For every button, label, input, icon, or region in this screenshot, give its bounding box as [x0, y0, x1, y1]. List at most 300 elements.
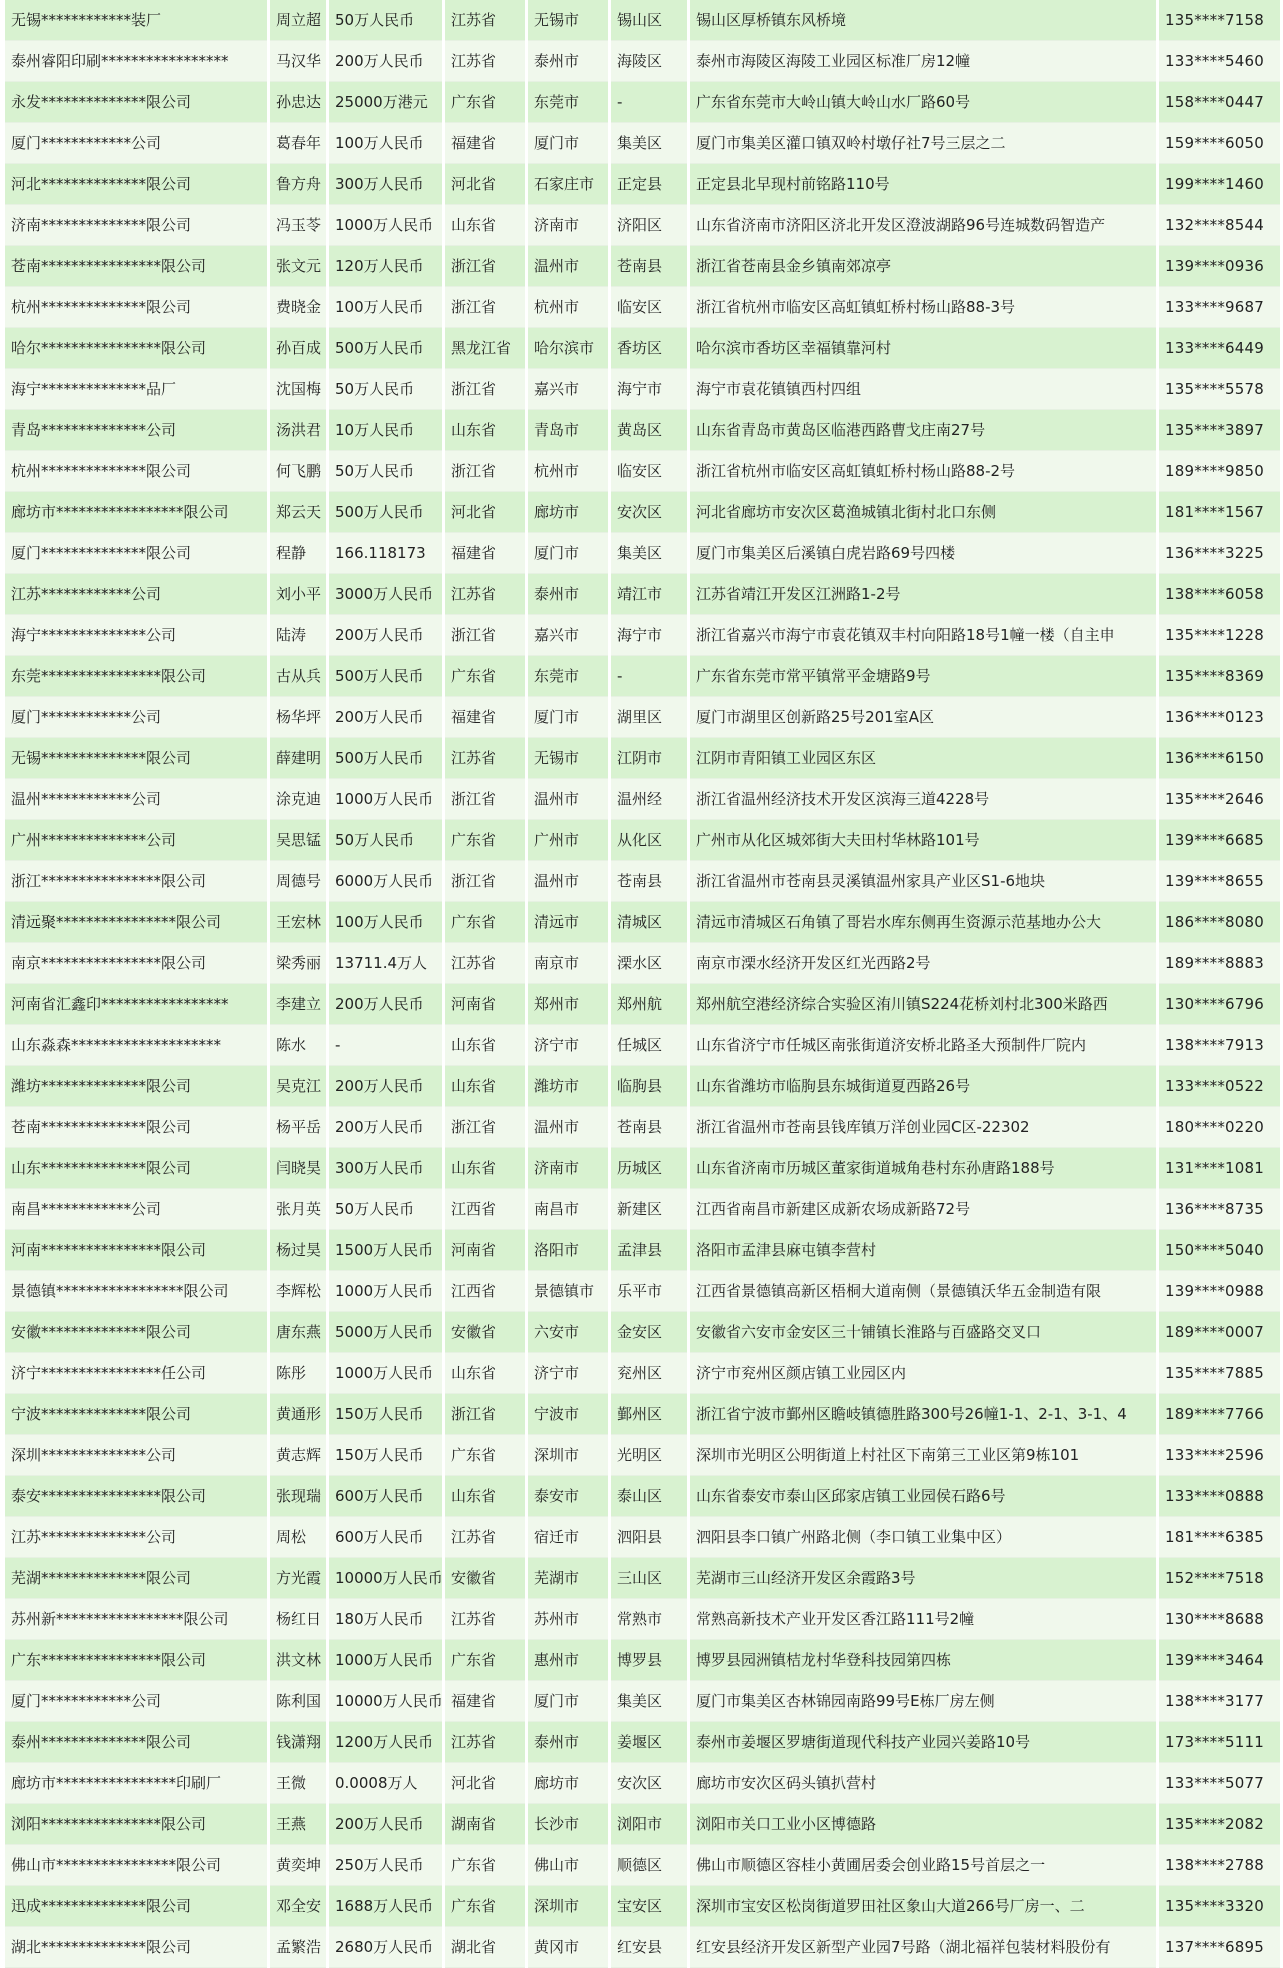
phone-cell: 189****9850 [1159, 451, 1280, 492]
legal-rep-cell: 黄奕坤 [270, 1845, 326, 1886]
address-cell: 济宁市兖州区颜店镇工业园区内 [690, 1353, 1156, 1394]
province-cell: 江苏省 [445, 574, 525, 615]
phone-cell: 137****6895 [1159, 1927, 1280, 1968]
registered-capital-cell: 1000万人民币 [329, 205, 442, 246]
registered-capital-cell: 500万人民币 [329, 738, 442, 779]
province-cell: 河北省 [445, 164, 525, 205]
company-name-cell: 泰州**************限公司 [5, 1722, 267, 1763]
company-name-cell: 芜湖**************限公司 [5, 1558, 267, 1599]
table-row [5, 205, 1280, 246]
company-name-cell: 河南****************限公司 [5, 1230, 267, 1271]
registered-capital-cell: 200万人民币 [329, 41, 442, 82]
table-row [5, 328, 1280, 369]
city-cell: 东莞市 [528, 82, 608, 123]
table-row [5, 1148, 1280, 1189]
province-cell: 山东省 [445, 1353, 525, 1394]
registered-capital-cell: 1500万人民币 [329, 1230, 442, 1271]
phone-cell: 189****0007 [1159, 1312, 1280, 1353]
province-cell: 山东省 [445, 205, 525, 246]
province-cell: 浙江省 [445, 246, 525, 287]
city-cell: 六安市 [528, 1312, 608, 1353]
table-row [5, 984, 1280, 1025]
legal-rep-cell: 吴克江 [270, 1066, 326, 1107]
company-name-cell: 佛山市****************限公司 [5, 1845, 267, 1886]
city-cell: 石家庄市 [528, 164, 608, 205]
table-row [5, 1476, 1280, 1517]
city-cell: 杭州市 [528, 287, 608, 328]
table-row [5, 615, 1280, 656]
address-cell: 厦门市集美区杏林锦园南路99号E栋厂房左侧 [690, 1681, 1156, 1722]
legal-rep-cell: 费晓金 [270, 287, 326, 328]
district-cell: 任城区 [611, 1025, 687, 1066]
table-row [5, 1517, 1280, 1558]
district-cell: 集美区 [611, 123, 687, 164]
registered-capital-cell: 200万人民币 [329, 1107, 442, 1148]
legal-rep-cell: 沈国梅 [270, 369, 326, 410]
address-cell: 哈尔滨市香坊区幸福镇靠河村 [690, 328, 1156, 369]
phone-cell: 150****5040 [1159, 1230, 1280, 1271]
phone-cell: 186****8080 [1159, 902, 1280, 943]
address-cell: 浙江省嘉兴市海宁市袁花镇双丰村向阳路18号1幢一楼（自主申 [690, 615, 1156, 656]
address-cell: 厦门市集美区后溪镇白虎岩路69号四楼 [690, 533, 1156, 574]
legal-rep-cell: 周德号 [270, 861, 326, 902]
province-cell: 广东省 [445, 820, 525, 861]
legal-rep-cell: 周立超 [270, 0, 326, 41]
district-cell: 清城区 [611, 902, 687, 943]
phone-cell: 138****6058 [1159, 574, 1280, 615]
address-cell: 南京市溧水经济开发区红光西路2号 [690, 943, 1156, 984]
city-cell: 无锡市 [528, 0, 608, 41]
company-name-cell: 山东淼森******************** [5, 1025, 267, 1066]
phone-cell: 135****1228 [1159, 615, 1280, 656]
province-cell: 湖南省 [445, 1804, 525, 1845]
legal-rep-cell: 吴思锰 [270, 820, 326, 861]
registered-capital-cell: 3000万人民币 [329, 574, 442, 615]
city-cell: 厦门市 [528, 697, 608, 738]
registered-capital-cell: 1000万人民币 [329, 1353, 442, 1394]
address-cell: 廊坊市安次区码头镇扒营村 [690, 1763, 1156, 1804]
address-cell: 泗阳县李口镇广州路北侧（李口镇工业集中区） [690, 1517, 1156, 1558]
city-cell: 济南市 [528, 1148, 608, 1189]
address-cell: 博罗县园洲镇桔龙村华登科技园第四栋 [690, 1640, 1156, 1681]
company-name-cell: 厦门************公司 [5, 1681, 267, 1722]
legal-rep-cell: 张现瑞 [270, 1476, 326, 1517]
province-cell: 广东省 [445, 1435, 525, 1476]
province-cell: 浙江省 [445, 287, 525, 328]
registered-capital-cell: 200万人民币 [329, 1804, 442, 1845]
company-name-cell: 江苏************公司 [5, 574, 267, 615]
province-cell: 江苏省 [445, 0, 525, 41]
registered-capital-cell: 10000万人民币 [329, 1558, 442, 1599]
legal-rep-cell: 杨华坪 [270, 697, 326, 738]
company-name-cell: 广州**************公司 [5, 820, 267, 861]
phone-cell: 135****5578 [1159, 369, 1280, 410]
table-row [5, 82, 1280, 123]
district-cell: 三山区 [611, 1558, 687, 1599]
address-cell: 安徽省六安市金安区三十铺镇长淮路与百盛路交叉口 [690, 1312, 1156, 1353]
phone-cell: 159****6050 [1159, 123, 1280, 164]
legal-rep-cell: 洪文林 [270, 1640, 326, 1681]
table-row [5, 738, 1280, 779]
address-cell: 清远市清城区石角镇了哥岩水库东侧再生资源示范基地办公大 [690, 902, 1156, 943]
registered-capital-cell: 300万人民币 [329, 164, 442, 205]
address-cell: 佛山市顺德区容桂小黄圃居委会创业路15号首层之一 [690, 1845, 1156, 1886]
registered-capital-cell: 500万人民币 [329, 328, 442, 369]
table-row [5, 1722, 1280, 1763]
table-row [5, 246, 1280, 287]
address-cell: 山东省泰安市泰山区邱家店镇工业园侯石路6号 [690, 1476, 1156, 1517]
phone-cell: 131****1081 [1159, 1148, 1280, 1189]
district-cell: 临安区 [611, 287, 687, 328]
address-cell: 红安县经济开发区新型产业园7号路（湖北福祥包装材料股份有 [690, 1927, 1156, 1968]
address-cell: 河北省廊坊市安次区葛渔城镇北街村北口东侧 [690, 492, 1156, 533]
city-cell: 泰州市 [528, 41, 608, 82]
company-name-cell: 济南**************限公司 [5, 205, 267, 246]
district-cell: 光明区 [611, 1435, 687, 1476]
address-cell: 厦门市湖里区创新路25号201室A区 [690, 697, 1156, 738]
company-name-cell: 迅成**************限公司 [5, 1886, 267, 1927]
city-cell: 泰州市 [528, 1722, 608, 1763]
company-name-cell: 厦门************公司 [5, 697, 267, 738]
address-cell: 深圳市光明区公明街道上村社区下南第三工业区第9栋101 [690, 1435, 1156, 1476]
legal-rep-cell: 张月英 [270, 1189, 326, 1230]
company-name-cell: 深圳**************公司 [5, 1435, 267, 1476]
registered-capital-cell: 600万人民币 [329, 1517, 442, 1558]
province-cell: 山东省 [445, 1066, 525, 1107]
table-row [5, 902, 1280, 943]
table-row [5, 1927, 1280, 1968]
registered-capital-cell: 13711.4万人 [329, 943, 442, 984]
registered-capital-cell: 120万人民币 [329, 246, 442, 287]
province-cell: 浙江省 [445, 1394, 525, 1435]
address-cell: 锡山区厚桥镇东风桥境 [690, 0, 1156, 41]
address-cell: 海宁市袁花镇镇西村四组 [690, 369, 1156, 410]
registered-capital-cell: 100万人民币 [329, 123, 442, 164]
district-cell: 海宁市 [611, 369, 687, 410]
legal-rep-cell: 杨平岳 [270, 1107, 326, 1148]
legal-rep-cell: 方光霞 [270, 1558, 326, 1599]
table-row [5, 861, 1280, 902]
table-row [5, 164, 1280, 205]
table-row [5, 492, 1280, 533]
province-cell: 山东省 [445, 1148, 525, 1189]
company-name-cell: 潍坊**************限公司 [5, 1066, 267, 1107]
registered-capital-cell: 50万人民币 [329, 1189, 442, 1230]
phone-cell: 133****5077 [1159, 1763, 1280, 1804]
company-name-cell: 苍南**************限公司 [5, 1107, 267, 1148]
registered-capital-cell: 150万人民币 [329, 1394, 442, 1435]
province-cell: 河北省 [445, 492, 525, 533]
phone-cell: 132****8544 [1159, 205, 1280, 246]
phone-cell: 199****1460 [1159, 164, 1280, 205]
phone-cell: 136****0123 [1159, 697, 1280, 738]
district-cell: - [611, 656, 687, 697]
table-row [5, 1271, 1280, 1312]
district-cell: 靖江市 [611, 574, 687, 615]
city-cell: 哈尔滨市 [528, 328, 608, 369]
company-name-cell: 南昌************公司 [5, 1189, 267, 1230]
province-cell: 广东省 [445, 656, 525, 697]
district-cell: 黄岛区 [611, 410, 687, 451]
province-cell: 广东省 [445, 1886, 525, 1927]
registered-capital-cell: 200万人民币 [329, 984, 442, 1025]
registered-capital-cell: 10000万人民币 [329, 1681, 442, 1722]
province-cell: 江西省 [445, 1189, 525, 1230]
district-cell: 温州经 [611, 779, 687, 820]
company-name-cell: 浏阳****************限公司 [5, 1804, 267, 1845]
registered-capital-cell: 600万人民币 [329, 1476, 442, 1517]
registered-capital-cell: 50万人民币 [329, 820, 442, 861]
province-cell: 浙江省 [445, 861, 525, 902]
address-cell: 江西省南昌市新建区成新农场成新路72号 [690, 1189, 1156, 1230]
table-body [5, 0, 1280, 1968]
phone-cell: 138****7913 [1159, 1025, 1280, 1066]
province-cell: 广东省 [445, 82, 525, 123]
city-cell: 芜湖市 [528, 1558, 608, 1599]
province-cell: 江苏省 [445, 1722, 525, 1763]
address-cell: 江西省景德镇高新区梧桐大道南侧（景德镇沃华五金制造有限 [690, 1271, 1156, 1312]
legal-rep-cell: 李辉松 [270, 1271, 326, 1312]
company-name-cell: 苍南****************限公司 [5, 246, 267, 287]
legal-rep-cell: 鲁方舟 [270, 164, 326, 205]
registered-capital-cell: 50万人民币 [329, 451, 442, 492]
company-name-cell: 河北**************限公司 [5, 164, 267, 205]
legal-rep-cell: 钱潇翔 [270, 1722, 326, 1763]
registered-capital-cell: 1000万人民币 [329, 1271, 442, 1312]
district-cell: 安次区 [611, 1763, 687, 1804]
legal-rep-cell: 王宏林 [270, 902, 326, 943]
phone-cell: 135****8369 [1159, 656, 1280, 697]
district-cell: 苍南县 [611, 1107, 687, 1148]
province-cell: 河北省 [445, 1763, 525, 1804]
company-name-cell: 湖北**************限公司 [5, 1927, 267, 1968]
legal-rep-cell: 程静 [270, 533, 326, 574]
registered-capital-cell: 1000万人民币 [329, 779, 442, 820]
address-cell: 浙江省苍南县金乡镇南郊凉亭 [690, 246, 1156, 287]
company-name-cell: 苏州新*****************限公司 [5, 1599, 267, 1640]
city-cell: 佛山市 [528, 1845, 608, 1886]
table-row [5, 1312, 1280, 1353]
registered-capital-cell: 6000万人民币 [329, 861, 442, 902]
phone-cell: 133****9687 [1159, 287, 1280, 328]
table-row [5, 1230, 1280, 1271]
registered-capital-cell: 200万人民币 [329, 1066, 442, 1107]
company-name-cell: 宁波**************限公司 [5, 1394, 267, 1435]
company-name-cell: 南京****************限公司 [5, 943, 267, 984]
company-name-cell: 泰安****************限公司 [5, 1476, 267, 1517]
district-cell: 集美区 [611, 533, 687, 574]
city-cell: 景德镇市 [528, 1271, 608, 1312]
city-cell: 南京市 [528, 943, 608, 984]
phone-cell: 133****5460 [1159, 41, 1280, 82]
registered-capital-cell: 166.118173 [329, 533, 442, 574]
district-cell: 新建区 [611, 1189, 687, 1230]
address-cell: 常熟高新技术产业开发区香江路111号2幢 [690, 1599, 1156, 1640]
province-cell: 福建省 [445, 123, 525, 164]
address-cell: 洛阳市孟津县麻屯镇李营村 [690, 1230, 1156, 1271]
province-cell: 浙江省 [445, 451, 525, 492]
province-cell: 河南省 [445, 1230, 525, 1271]
district-cell: 博罗县 [611, 1640, 687, 1681]
company-name-cell: 东莞****************限公司 [5, 656, 267, 697]
legal-rep-cell: 王燕 [270, 1804, 326, 1845]
phone-cell: 139****0936 [1159, 246, 1280, 287]
legal-rep-cell: 黄通形 [270, 1394, 326, 1435]
phone-cell: 138****2788 [1159, 1845, 1280, 1886]
legal-rep-cell: 杨红日 [270, 1599, 326, 1640]
address-cell: 浙江省温州经济技术开发区滨海三道4228号 [690, 779, 1156, 820]
company-name-cell: 海宁**************公司 [5, 615, 267, 656]
company-name-cell: 海宁**************品厂 [5, 369, 267, 410]
district-cell: 兖州区 [611, 1353, 687, 1394]
address-cell: 芜湖市三山经济开发区余霞路3号 [690, 1558, 1156, 1599]
registered-capital-cell: 100万人民币 [329, 287, 442, 328]
table-row [5, 1886, 1280, 1927]
address-cell: 山东省济南市济阳区济北开发区澄波湖路96号连城数码智造产 [690, 205, 1156, 246]
city-cell: 深圳市 [528, 1435, 608, 1476]
company-name-cell: 无锡**************限公司 [5, 738, 267, 779]
city-cell: 潍坊市 [528, 1066, 608, 1107]
registered-capital-cell: 5000万人民币 [329, 1312, 442, 1353]
district-cell: 郑州航 [611, 984, 687, 1025]
district-cell: 常熟市 [611, 1599, 687, 1640]
district-cell: 历城区 [611, 1148, 687, 1189]
company-name-cell: 厦门************公司 [5, 123, 267, 164]
address-cell: 广东省东莞市常平镇常平金塘路9号 [690, 656, 1156, 697]
city-cell: 温州市 [528, 779, 608, 820]
district-cell: 海宁市 [611, 615, 687, 656]
city-cell: 南昌市 [528, 1189, 608, 1230]
company-name-cell: 厦门**************限公司 [5, 533, 267, 574]
province-cell: 河南省 [445, 984, 525, 1025]
city-cell: 深圳市 [528, 1886, 608, 1927]
province-cell: 安徽省 [445, 1558, 525, 1599]
district-cell: 溧水区 [611, 943, 687, 984]
company-name-cell: 杭州**************限公司 [5, 451, 267, 492]
district-cell: 苍南县 [611, 246, 687, 287]
city-cell: 长沙市 [528, 1804, 608, 1845]
city-cell: 厦门市 [528, 123, 608, 164]
phone-cell: 152****7518 [1159, 1558, 1280, 1599]
district-cell: 浏阳市 [611, 1804, 687, 1845]
address-cell: 山东省济宁市任城区南张街道济安桥北路圣大预制件厂院内 [690, 1025, 1156, 1066]
table-row [5, 410, 1280, 451]
legal-rep-cell: 王微 [270, 1763, 326, 1804]
phone-cell: 189****7766 [1159, 1394, 1280, 1435]
legal-rep-cell: 汤洪君 [270, 410, 326, 451]
registered-capital-cell: 1000万人民币 [329, 1640, 442, 1681]
company-name-cell: 安徽**************限公司 [5, 1312, 267, 1353]
city-cell: 杭州市 [528, 451, 608, 492]
phone-cell: 136****3225 [1159, 533, 1280, 574]
table-row [5, 1599, 1280, 1640]
address-cell: 浏阳市关口工业小区博德路 [690, 1804, 1156, 1845]
registered-capital-cell: 2680万人民币 [329, 1927, 442, 1968]
table-row [5, 1681, 1280, 1722]
address-cell: 郑州航空港经济综合实验区洧川镇S224花桥刘村北300米路西 [690, 984, 1156, 1025]
registered-capital-cell: 150万人民币 [329, 1435, 442, 1476]
table-row [5, 0, 1280, 41]
phone-cell: 139****8655 [1159, 861, 1280, 902]
phone-cell: 133****0888 [1159, 1476, 1280, 1517]
city-cell: 洛阳市 [528, 1230, 608, 1271]
company-name-cell: 河南省汇鑫印***************** [5, 984, 267, 1025]
legal-rep-cell: 何飞鹏 [270, 451, 326, 492]
legal-rep-cell: 杨过昊 [270, 1230, 326, 1271]
phone-cell: 189****8883 [1159, 943, 1280, 984]
city-cell: 廊坊市 [528, 1763, 608, 1804]
table-row [5, 1353, 1280, 1394]
address-cell: 泰州市姜堰区罗塘街道现代科技产业园兴姜路10号 [690, 1722, 1156, 1763]
phone-cell: 139****6685 [1159, 820, 1280, 861]
address-cell: 山东省济南市历城区董家街道城角巷村东孙唐路188号 [690, 1148, 1156, 1189]
city-cell: 嘉兴市 [528, 369, 608, 410]
legal-rep-cell: 陈水 [270, 1025, 326, 1066]
district-cell: 临朐县 [611, 1066, 687, 1107]
province-cell: 江苏省 [445, 943, 525, 984]
registered-capital-cell: 50万人民币 [329, 369, 442, 410]
table-row [5, 1845, 1280, 1886]
registered-capital-cell: 250万人民币 [329, 1845, 442, 1886]
phone-cell: 138****3177 [1159, 1681, 1280, 1722]
district-cell: 宝安区 [611, 1886, 687, 1927]
table-row [5, 1394, 1280, 1435]
province-cell: 黑龙江省 [445, 328, 525, 369]
company-name-cell: 廊坊市*****************限公司 [5, 492, 267, 533]
company-name-cell: 无锡************装厂 [5, 0, 267, 41]
province-cell: 江苏省 [445, 41, 525, 82]
province-cell: 福建省 [445, 697, 525, 738]
province-cell: 安徽省 [445, 1312, 525, 1353]
address-cell: 浙江省温州市苍南县钱库镇万洋创业园C区-22302 [690, 1107, 1156, 1148]
company-name-cell: 泰州睿阳印刷***************** [5, 41, 267, 82]
legal-rep-cell: 孟繁浩 [270, 1927, 326, 1968]
address-cell: 浙江省杭州市临安区高虹镇虹桥村杨山路88-3号 [690, 287, 1156, 328]
registered-capital-cell: - [329, 1025, 442, 1066]
address-cell: 深圳市宝安区松岗街道罗田社区象山大道266号厂房一、二 [690, 1886, 1156, 1927]
table-row [5, 574, 1280, 615]
phone-cell: 139****3464 [1159, 1640, 1280, 1681]
registered-capital-cell: 1200万人民币 [329, 1722, 442, 1763]
district-cell: 红安县 [611, 1927, 687, 1968]
company-name-cell: 温州************公司 [5, 779, 267, 820]
legal-rep-cell: 郑云天 [270, 492, 326, 533]
table-row [5, 1189, 1280, 1230]
province-cell: 江苏省 [445, 1517, 525, 1558]
city-cell: 宁波市 [528, 1394, 608, 1435]
legal-rep-cell: 张文元 [270, 246, 326, 287]
district-cell: 正定县 [611, 164, 687, 205]
legal-rep-cell: 孙忠达 [270, 82, 326, 123]
company-table [2, 0, 1283, 1968]
table-row [5, 1435, 1280, 1476]
province-cell: 山东省 [445, 1476, 525, 1517]
district-cell: 鄞州区 [611, 1394, 687, 1435]
city-cell: 宿迁市 [528, 1517, 608, 1558]
city-cell: 厦门市 [528, 1681, 608, 1722]
city-cell: 泰安市 [528, 1476, 608, 1517]
province-cell: 山东省 [445, 1025, 525, 1066]
company-name-cell: 山东**************限公司 [5, 1148, 267, 1189]
province-cell: 江西省 [445, 1271, 525, 1312]
city-cell: 郑州市 [528, 984, 608, 1025]
city-cell: 厦门市 [528, 533, 608, 574]
address-cell: 正定县北早现村前铭路110号 [690, 164, 1156, 205]
table-row [5, 697, 1280, 738]
city-cell: 温州市 [528, 1107, 608, 1148]
legal-rep-cell: 涂克迪 [270, 779, 326, 820]
province-cell: 浙江省 [445, 369, 525, 410]
